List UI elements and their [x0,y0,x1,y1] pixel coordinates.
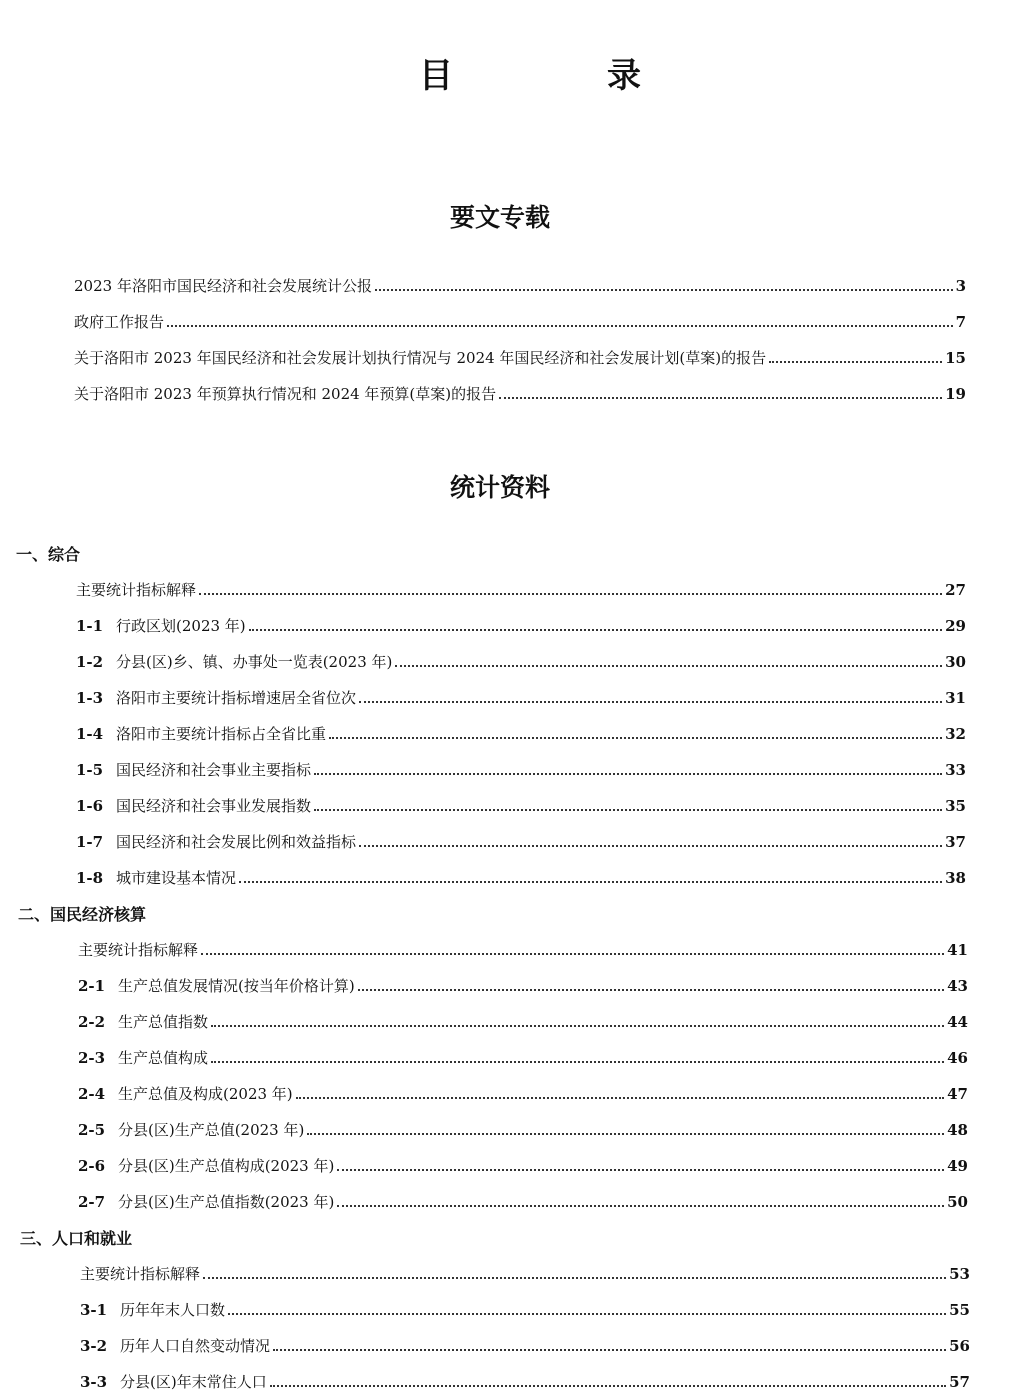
toc-entry-page: 46 [947,1049,968,1067]
dot-leader [167,324,953,327]
toc-entry[interactable] [78,1116,968,1140]
toc-entry-page: 38 [945,869,966,887]
dot-leader [375,288,953,291]
toc-entry-title: 分县(区)乡、镇、办事处一览表(2023 年) [116,653,393,671]
toc-entry[interactable] [74,308,966,332]
toc-entry-title: 2023 年洛阳市国民经济和社会发展统计公报 [74,277,372,295]
toc-entry[interactable] [76,576,966,600]
toc-entry[interactable] [76,756,966,780]
toc-entry[interactable] [74,272,966,296]
toc-entry[interactable] [76,684,966,708]
toc-entry[interactable] [74,380,966,404]
toc-entry-page: 37 [945,833,966,851]
dot-leader [211,1060,944,1063]
toc-entry[interactable] [74,344,966,368]
toc-entry[interactable] [76,864,966,888]
toc-entry-number: 1-5 [76,761,104,779]
toc-entry-number: 2-5 [78,1121,106,1139]
dot-leader [359,844,942,847]
toc-entry[interactable] [76,720,966,744]
page-title: 目 录 [419,56,701,96]
toc-entry-page: 29 [945,617,966,635]
toc-entry-title: 分县(区)生产总值(2023 年) [118,1121,305,1139]
toc-entry-page: 50 [947,1193,968,1211]
toc-entry[interactable] [80,1332,970,1356]
toc-entry[interactable] [80,1296,970,1320]
toc-entry-title: 政府工作报告 [74,313,165,331]
toc-entry-page: 55 [949,1301,970,1319]
toc-entry-title: 洛阳市主要统计指标增速居全省位次 [116,689,357,707]
dot-leader [239,880,942,883]
toc-entry-page: 32 [945,725,966,743]
toc-entry-number: 1-4 [76,725,104,743]
toc-entry-number: 2-3 [78,1049,106,1067]
toc-entry-title: 历年人口自然变动情况 [120,1337,271,1355]
toc-entry-title: 国民经济和社会事业发展指数 [116,797,312,815]
toc-entry-title: 国民经济和社会事业主要指标 [116,761,312,779]
toc-entry-title: 生产总值构成 [118,1049,209,1067]
dot-leader [201,952,944,955]
toc-entry-title: 洛阳市主要统计指标占全省比重 [116,725,327,743]
toc-entry[interactable] [78,972,968,996]
toc-entry-page: 35 [945,797,966,815]
dot-leader [359,700,942,703]
toc-entry-title: 生产总值发展情况(按当年价格计算) [118,977,355,995]
toc-entry-title: 分县(区)生产总值指数(2023 年) [118,1193,335,1211]
toc-entry[interactable] [76,648,966,672]
toc-entry[interactable] [76,828,966,852]
dot-leader [314,772,942,775]
dot-leader [499,396,942,399]
toc-entry-title: 生产总值及构成(2023 年) [118,1085,293,1103]
dot-leader [358,988,944,991]
toc-entry[interactable] [76,612,966,636]
toc-entry[interactable] [78,1080,968,1104]
dot-leader [329,736,942,739]
toc-entry-page: 43 [947,977,968,995]
toc-entry-page: 48 [947,1121,968,1139]
toc-entry-page: 31 [945,689,966,707]
dot-leader [337,1168,944,1171]
dot-leader [307,1132,944,1135]
toc-entry[interactable] [78,1044,968,1068]
toc-entry[interactable] [78,936,968,960]
toc-entry-number: 1-7 [76,833,104,851]
toc-entry-number: 1-2 [76,653,104,671]
toc-entry-page: 56 [949,1337,970,1355]
dot-leader [211,1024,944,1027]
section-title-documents: 要文专载 [449,203,550,232]
dot-leader [203,1276,946,1279]
toc-entry-number: 1-6 [76,797,104,815]
toc-entry[interactable] [80,1368,970,1392]
dot-leader [395,664,942,667]
toc-entry-number: 2-7 [78,1193,106,1211]
toc-entry-number: 2-4 [78,1085,106,1103]
dot-leader [314,808,942,811]
toc-entry-page: 15 [945,349,966,367]
dot-leader [296,1096,944,1099]
dot-leader [769,360,942,363]
toc-entry-number: 3-2 [80,1337,108,1355]
toc-entry-number: 1-1 [76,617,104,635]
toc-entry[interactable] [80,1260,970,1284]
category-heading: 二、国民经济核算 [18,905,147,924]
toc-entry[interactable] [78,1152,968,1176]
toc-entry-page: 57 [949,1373,970,1391]
toc-entry-title: 城市建设基本情况 [116,869,237,887]
dot-leader [249,628,942,631]
toc-entry-title: 分县(区)年末常住人口 [120,1373,267,1391]
toc-entry-title: 分县(区)生产总值构成(2023 年) [118,1157,335,1175]
toc-entry-title: 关于洛阳市 2023 年国民经济和社会发展计划执行情况与 2024 年国民经济和社会发展计划(草案)的报告 [74,349,767,367]
dot-leader [270,1384,946,1387]
toc-entry-page: 19 [945,385,966,403]
toc-entry[interactable] [78,1188,968,1212]
toc-entry-title: 行政区划(2023 年) [116,617,246,635]
toc-entry-title: 主要统计指标解释 [76,581,197,599]
toc-entry-title: 主要统计指标解释 [80,1265,201,1283]
toc-entry-number: 2-1 [78,977,106,995]
toc-entry-page: 27 [945,581,966,599]
toc-entry-number: 2-6 [78,1157,106,1175]
toc-entry-page: 7 [955,313,966,331]
toc-entry-page: 49 [947,1157,968,1175]
toc-entry-number: 2-2 [78,1013,106,1031]
toc-entry-title: 主要统计指标解释 [78,941,199,959]
toc-entry-page: 47 [947,1085,968,1103]
toc-entry-title: 历年年末人口数 [120,1301,226,1319]
dot-leader [199,592,942,595]
toc-entry-number: 1-3 [76,689,104,707]
toc-entry-page: 30 [945,653,966,671]
toc-entry-number: 3-3 [80,1373,108,1391]
toc-entry-title: 国民经济和社会发展比例和效益指标 [116,833,357,851]
dot-leader [337,1204,944,1207]
toc-entry-number: 3-1 [80,1301,108,1319]
toc-entry-page: 33 [945,761,966,779]
category-heading: 一、综合 [16,545,81,564]
toc-entry-title: 生产总值指数 [118,1013,209,1031]
dot-leader [228,1312,946,1315]
toc-entry[interactable] [76,792,966,816]
category-heading: 三、人口和就业 [20,1229,133,1248]
toc-entry-title: 关于洛阳市 2023 年预算执行情况和 2024 年预算(草案)的报告 [74,385,497,403]
toc-entry-page: 53 [949,1265,970,1283]
toc-entry-page: 44 [947,1013,968,1031]
toc-entry-number: 1-8 [76,869,104,887]
toc-entry-page: 3 [955,277,966,295]
section-title-statistics: 统计资料 [449,473,550,502]
toc-entry[interactable] [78,1008,968,1032]
toc-entry-page: 41 [947,941,968,959]
dot-leader [273,1348,946,1351]
